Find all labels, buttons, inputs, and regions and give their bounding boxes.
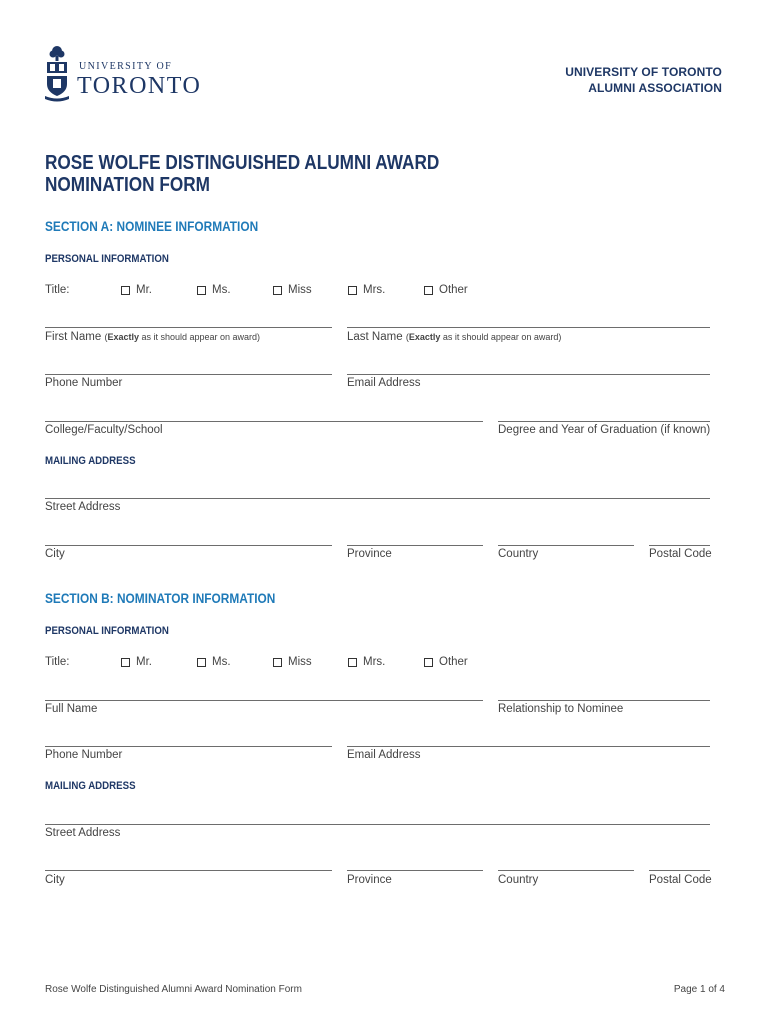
section-a-personal-heading: PERSONAL INFORMATION <box>45 253 169 265</box>
nominator-name-field[interactable] <box>45 700 483 701</box>
section-b-title-label: Title: <box>45 656 70 668</box>
nominee-street-field[interactable] <box>45 498 710 499</box>
nominee-street-label: Street Address <box>45 501 121 513</box>
relationship-field[interactable] <box>498 700 710 701</box>
nominee-city-field[interactable] <box>45 545 332 546</box>
nominator-email-label: Email Address <box>347 749 421 761</box>
section-a-title-mrs[interactable]: Mrs. <box>348 284 385 296</box>
section-b-title-miss[interactable]: Miss <box>273 656 312 668</box>
degree-field[interactable] <box>498 421 710 422</box>
nominator-email-field[interactable] <box>347 746 710 747</box>
page-title <box>45 152 439 196</box>
college-field[interactable] <box>45 421 483 422</box>
checkbox-icon[interactable] <box>121 286 130 295</box>
nominator-street-label: Street Address <box>45 827 121 839</box>
section-b-title-other[interactable]: Other <box>424 656 468 668</box>
nominator-phone-label: Phone Number <box>45 749 123 761</box>
nominee-phone-label: Phone Number <box>45 377 123 389</box>
checkbox-icon[interactable] <box>273 286 282 295</box>
nominator-phone-field[interactable] <box>45 746 332 747</box>
assoc-line1: UNIVERSITY OF TORONTO <box>565 65 722 79</box>
section-a-title-other[interactable]: Other <box>424 284 468 296</box>
nominee-postal-field[interactable] <box>649 545 710 546</box>
section-b-title-ms[interactable]: Ms. <box>197 656 231 668</box>
checkbox-icon[interactable] <box>424 286 433 295</box>
checkbox-icon[interactable] <box>197 658 206 667</box>
checkbox-icon[interactable] <box>121 658 130 667</box>
nominee-postal-label: Postal Code <box>649 548 712 560</box>
nominator-province-field[interactable] <box>347 870 483 871</box>
nominee-email-label: Email Address <box>347 377 421 389</box>
crest-icon <box>44 44 70 102</box>
nominee-city-label: City <box>45 548 65 560</box>
section-a-mailing-heading: MAILING ADDRESS <box>45 455 136 467</box>
nominator-country-field[interactable] <box>498 870 634 871</box>
nominator-city-label: City <box>45 874 65 886</box>
section-a-heading: SECTION A: NOMINEE INFORMATION <box>45 219 259 234</box>
section-b-title-mrs[interactable]: Mrs. <box>348 656 385 668</box>
relationship-label: Relationship to Nominee <box>498 703 624 715</box>
section-b-title-mr[interactable]: Mr. <box>121 656 152 668</box>
nominee-email-field[interactable] <box>347 374 710 375</box>
footer-form-name: Rose Wolfe Distinguished Alumni Award Nomination Form <box>45 984 302 995</box>
nominator-street-field[interactable] <box>45 824 710 825</box>
alumni-association-heading <box>565 64 722 96</box>
nominee-country-label: Country <box>498 548 539 560</box>
nominee-province-field[interactable] <box>347 545 483 546</box>
section-b-personal-heading: PERSONAL INFORMATION <box>45 625 169 637</box>
nominee-phone-field[interactable] <box>45 374 332 375</box>
degree-label: Degree and Year of Graduation (if known) <box>498 424 711 436</box>
nominee-country-field[interactable] <box>498 545 634 546</box>
nominator-name-label: Full Name <box>45 703 98 715</box>
college-label: College/Faculty/School <box>45 424 163 436</box>
footer-page-number: Page 1 of 4 <box>673 984 725 995</box>
nominator-city-field[interactable] <box>45 870 332 871</box>
nominator-country-label: Country <box>498 874 539 886</box>
last-name-field[interactable] <box>347 327 710 328</box>
first-name-field[interactable] <box>45 327 332 328</box>
logo-toronto: TORONTO <box>77 73 202 99</box>
section-b-heading: SECTION B: NOMINATOR INFORMATION <box>45 591 276 606</box>
section-b-mailing-heading: MAILING ADDRESS <box>45 780 136 792</box>
section-a-title-label: Title: <box>45 284 70 296</box>
section-a-title-mr[interactable]: Mr. <box>121 284 152 296</box>
assoc-line2: ALUMNI ASSOCIATION <box>588 81 722 95</box>
checkbox-icon[interactable] <box>273 658 282 667</box>
nominee-province-label: Province <box>347 548 392 560</box>
section-a-title-ms[interactable]: Ms. <box>197 284 231 296</box>
section-a-title-miss[interactable]: Miss <box>273 284 312 296</box>
last-name-label: Last Name (Exactly as it should appear on award) <box>347 331 562 343</box>
checkbox-icon[interactable] <box>197 286 206 295</box>
checkbox-icon[interactable] <box>424 658 433 667</box>
title-line1: ROSE WOLFE DISTINGUISHED ALUMNI AWARD <box>45 152 440 174</box>
nominator-postal-field[interactable] <box>649 870 710 871</box>
checkbox-icon[interactable] <box>348 658 357 667</box>
first-name-label: First Name (Exactly as it should appear on award) <box>45 331 261 343</box>
logo-university-of: UNIVERSITY OF <box>79 61 173 72</box>
checkbox-icon[interactable] <box>348 286 357 295</box>
university-logo <box>44 44 204 104</box>
title-line2: NOMINATION FORM <box>45 174 210 196</box>
nominator-province-label: Province <box>347 874 392 886</box>
nominator-postal-label: Postal Code <box>649 874 712 886</box>
